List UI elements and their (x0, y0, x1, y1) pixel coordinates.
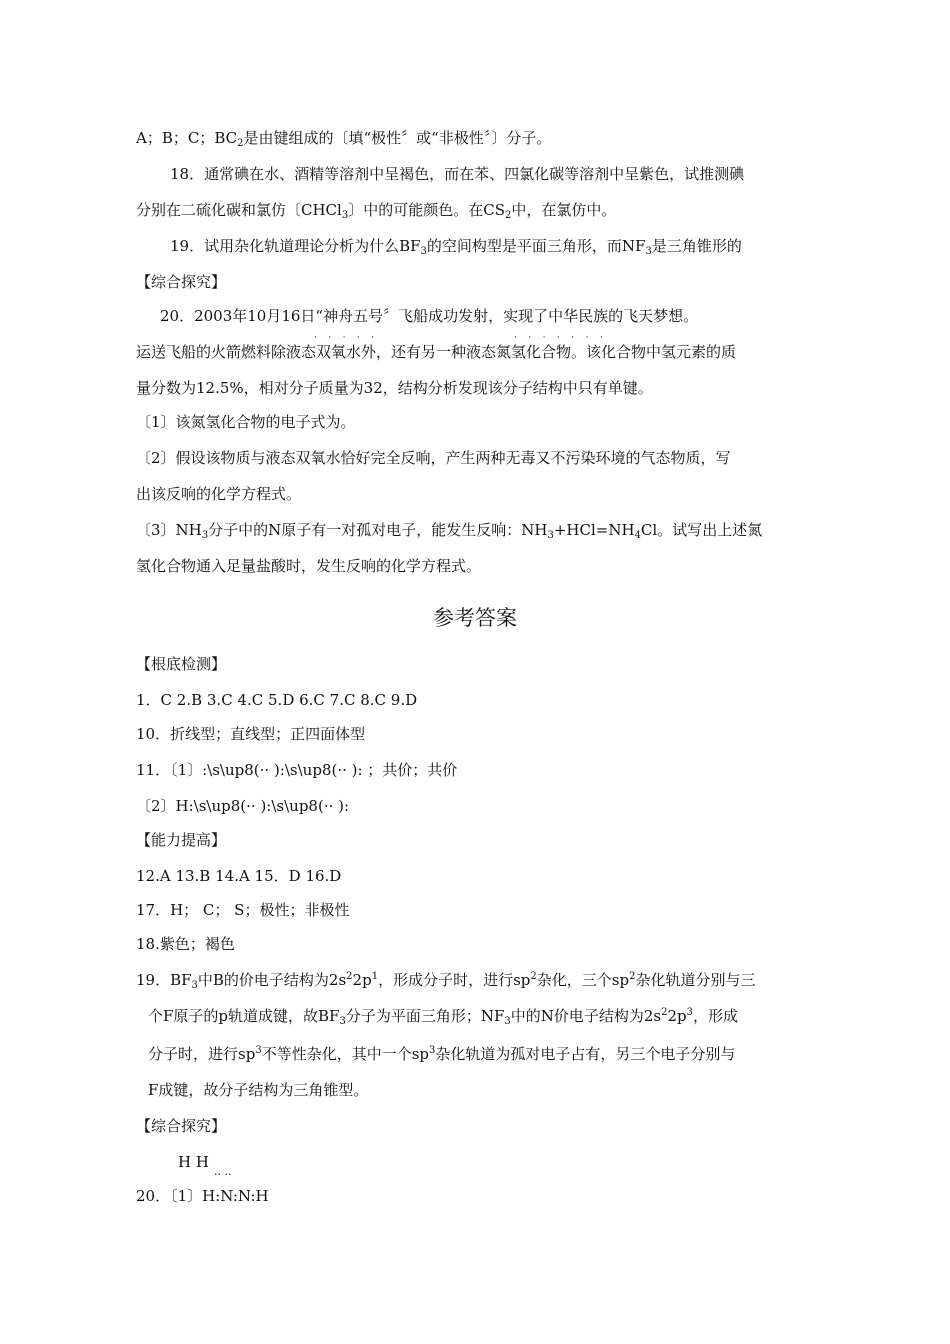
emphasis-dots-2: · · · · · · · (514, 333, 603, 343)
text: 〕中的可能颜色。在CS (348, 201, 505, 219)
text: 19．试用杂化轨道理论分析为什么BF (170, 237, 421, 255)
text: 分子时，进行sp (148, 1045, 256, 1063)
text: 不等性杂化，其中一个sp (261, 1045, 429, 1063)
question-20-part-3-line-1 (136, 520, 816, 540)
subscript: 3 (645, 246, 652, 257)
subscript: 3 (420, 246, 427, 257)
subscript: 3 (191, 980, 198, 991)
superscript: 2 (346, 971, 353, 982)
subscript: 2 (237, 138, 244, 149)
section-header-explore: 【综合探究】 (136, 273, 227, 291)
emphasis-dots-1: · · · · · (314, 333, 375, 343)
question-20-part-2-line-2: 出该反响的化学方程式。 (136, 485, 302, 503)
text: 19．BF (136, 971, 192, 989)
text: ，形成 (693, 1007, 739, 1025)
text: 是由键组成的〔填“极性〞或“非极性〞〕分子。 (243, 129, 552, 147)
answer-19-line-3 (148, 1044, 828, 1064)
section-header-ability: 【能力提高】 (136, 831, 227, 849)
answer-19-line-2 (148, 1006, 828, 1026)
text: 是三角锥形的 (651, 237, 742, 255)
subscript: 4 (634, 530, 641, 541)
text: ，形成分子时，进行sp (378, 971, 531, 989)
text: 分子为平面三角形；NF (345, 1007, 505, 1025)
question-19 (170, 236, 816, 256)
text: 的空间构型是平面三角形，而NF (426, 237, 646, 255)
answer-17: 17．H； C； S；极性；非极性 (136, 901, 350, 919)
question-20-part-1: 〔1〕该氮氢化合物的电子式为。 (136, 413, 356, 431)
text: 中的N价电子结构为2s (510, 1007, 662, 1025)
question-20-line-2: 运送飞船的火箭燃料除液态双氧水外，还有另一种液态氮氢化合物。该化合物中氢元素的质 (136, 343, 737, 361)
section-header-explore-answers: 【综合探究】 (136, 1117, 227, 1135)
section-header-basic: 【根底检测】 (136, 655, 227, 673)
subscript: 3 (339, 1016, 346, 1027)
text: +HCl=NH (553, 521, 635, 539)
text: 杂化轨道分别与三 (635, 971, 756, 989)
text: 18．通常碘在水、酒精等溶剂中呈褐色，而在苯、四氯化碳等溶剂中呈紫色，试推测碘 (170, 165, 745, 183)
answer-19-line-4: F成键，故分子结构为三角锥型。 (148, 1081, 369, 1099)
text: 2p (667, 1007, 687, 1025)
superscript: 3 (255, 1045, 262, 1056)
text: 杂化轨道为孤对电子占有，另三个电子分别与 (435, 1045, 736, 1063)
question-18-line-1 (170, 164, 816, 184)
answer-10: 10．折线型；直线型；正四面体型 (136, 725, 366, 743)
text: A；B；C；BC (136, 129, 238, 147)
text: 个F原子的p轨道成键，故BF (148, 1007, 340, 1025)
text: 〔3〕NH (136, 521, 202, 539)
superscript: 2 (661, 1007, 668, 1018)
text: 分别在二硫化碳和氯仿〔CHCl (136, 201, 342, 219)
question-20-line-1: 20．2003年10月16日“神舟五号〞飞船成功发射，实现了中华民族的飞天梦想。 (160, 307, 699, 325)
question-18-line-2 (136, 200, 816, 220)
question-20-part-3-line-2: 氢化合物通入足量盐酸时，发生反响的化学方程式。 (136, 557, 482, 575)
question-17-tail (136, 128, 816, 148)
answers-1-9: 1．C 2.B 3.C 4.C 5.D 6.C 7.C 8.C 9.D (136, 691, 418, 709)
text: 中，在氯仿中。 (511, 201, 617, 219)
answer-20-lone-pair-dots: .. .. (214, 1165, 232, 1178)
superscript: 3 (429, 1045, 436, 1056)
text: Cl。试写出上述氮 (640, 521, 763, 539)
superscript: 2 (629, 971, 636, 982)
subscript: 3 (341, 210, 349, 221)
superscript: 2 (530, 971, 537, 982)
text: 中B的价电子结构为2s (197, 971, 347, 989)
text: 2p (352, 971, 372, 989)
answers-12-16: 12.A 13.B 14.A 15．D 16.D (136, 867, 342, 885)
text: 杂化，三个sp (536, 971, 630, 989)
subscript: 3 (201, 530, 209, 541)
subscript: 3 (504, 1016, 511, 1027)
answer-20-hydrogens: H H (178, 1153, 209, 1171)
text: 分子中的N原子有一对孤对电子，能发生反响：NH (208, 521, 548, 539)
answer-18: 18.紫色；褐色 (136, 935, 235, 953)
subscript: 2 (504, 210, 512, 221)
answer-11-part-2: 〔2〕H:\s\up8(·· ):\s\up8(·· ): (136, 797, 350, 815)
subscript: 3 (547, 530, 554, 541)
answers-title: 参考答案 (433, 606, 517, 630)
answer-20-electron-formula: 20．〔1〕H:N:N:H (136, 1187, 269, 1205)
question-20-line-3: 量分数为12.5%，相对分子质量为32，结构分析发现该分子结构中只有单键。 (136, 379, 653, 397)
answer-11-part-1: 11．〔1〕:\s\up8(·· ):\s\up8(·· ): ；共价；共价 (136, 761, 458, 779)
superscript: 3 (686, 1007, 694, 1018)
question-20-part-2-line-1: 〔2〕假设该物质与液态双氧水恰好完全反响，产生两种无毒又不污染环境的气态物质，写 (136, 449, 731, 467)
superscript: 1 (371, 971, 379, 982)
answer-19-line-1 (136, 970, 816, 990)
